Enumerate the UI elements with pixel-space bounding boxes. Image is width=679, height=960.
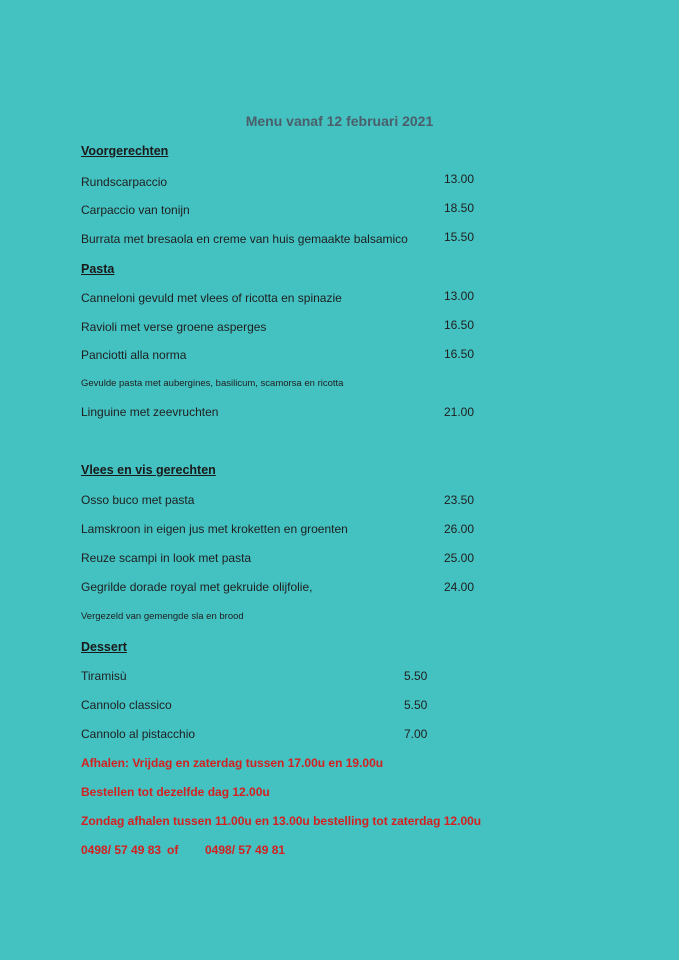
phone-separator: of	[167, 843, 179, 857]
menu-price: 23.50	[444, 493, 475, 507]
menu-price: 13.00	[444, 289, 475, 303]
menu-price: 7.00	[404, 727, 428, 741]
menu-item: Linguine met zeevruchten	[81, 405, 219, 419]
menu-item: Reuze scampi in look met pasta	[81, 551, 252, 565]
menu-price: 21.00	[444, 405, 475, 419]
menu-item: Gegrilde dorade royal met gekruide olijfolie,	[81, 580, 313, 594]
menu-note: Gevulde pasta met aubergines, basilicum, scamorsa en ricotta	[81, 378, 344, 389]
menu-item: Carpaccio van tonijn	[81, 203, 190, 217]
menu-item: Cannolo classico	[81, 698, 172, 712]
menu-price: 5.50	[404, 669, 428, 683]
info-bestellen: Bestellen tot dezelfde dag 12.00u	[81, 785, 270, 799]
heading-pasta: Pasta	[81, 262, 115, 276]
menu-price: 16.50	[444, 318, 475, 332]
phone-number-1: 0498/ 57 49 83	[81, 843, 162, 857]
menu-price: 18.50	[444, 201, 475, 215]
menu-item: Osso buco met pasta	[81, 493, 195, 507]
menu-note: Vergezeld van gemengde sla en brood	[81, 611, 244, 622]
menu-item: Rundscarpaccio	[81, 175, 168, 189]
menu-item: Lamskroon in eigen jus met kroketten en groenten	[81, 522, 348, 536]
heading-voorgerechten: Voorgerechten	[81, 144, 169, 158]
info-afhalen: Afhalen: Vrijdag en zaterdag tussen 17.00u en 19.00u	[81, 756, 384, 770]
menu-price: 5.50	[404, 698, 428, 712]
info-zondag: Zondag afhalen tussen 11.00u en 13.00u bestelling tot zaterdag 12.00u	[81, 814, 482, 828]
menu-price: 26.00	[444, 522, 475, 536]
menu-price: 13.00	[444, 172, 475, 186]
menu-price: 16.50	[444, 347, 475, 361]
menu-item: Cannolo al pistacchio	[81, 727, 196, 741]
phone-number-2: 0498/ 57 49 81	[205, 843, 286, 857]
heading-vlees-en-vis: Vlees en vis gerechten	[81, 463, 216, 477]
heading-dessert: Dessert	[81, 640, 127, 654]
menu-item: Tiramisù	[81, 669, 127, 683]
menu-item: Burrata met bresaola en creme van huis gemaakte balsamico	[81, 232, 408, 246]
menu-item: Panciotti alla norma	[81, 348, 187, 362]
menu-price: 24.00	[444, 580, 475, 594]
menu-item: Ravioli met verse groene asperges	[81, 320, 267, 334]
menu-price: 25.00	[444, 551, 475, 565]
menu-title: Menu vanaf 12 februari 2021	[245, 113, 434, 129]
menu-item: Canneloni gevuld met vlees of ricotta en spinazie	[81, 291, 342, 305]
menu-price: 15.50	[444, 230, 475, 244]
